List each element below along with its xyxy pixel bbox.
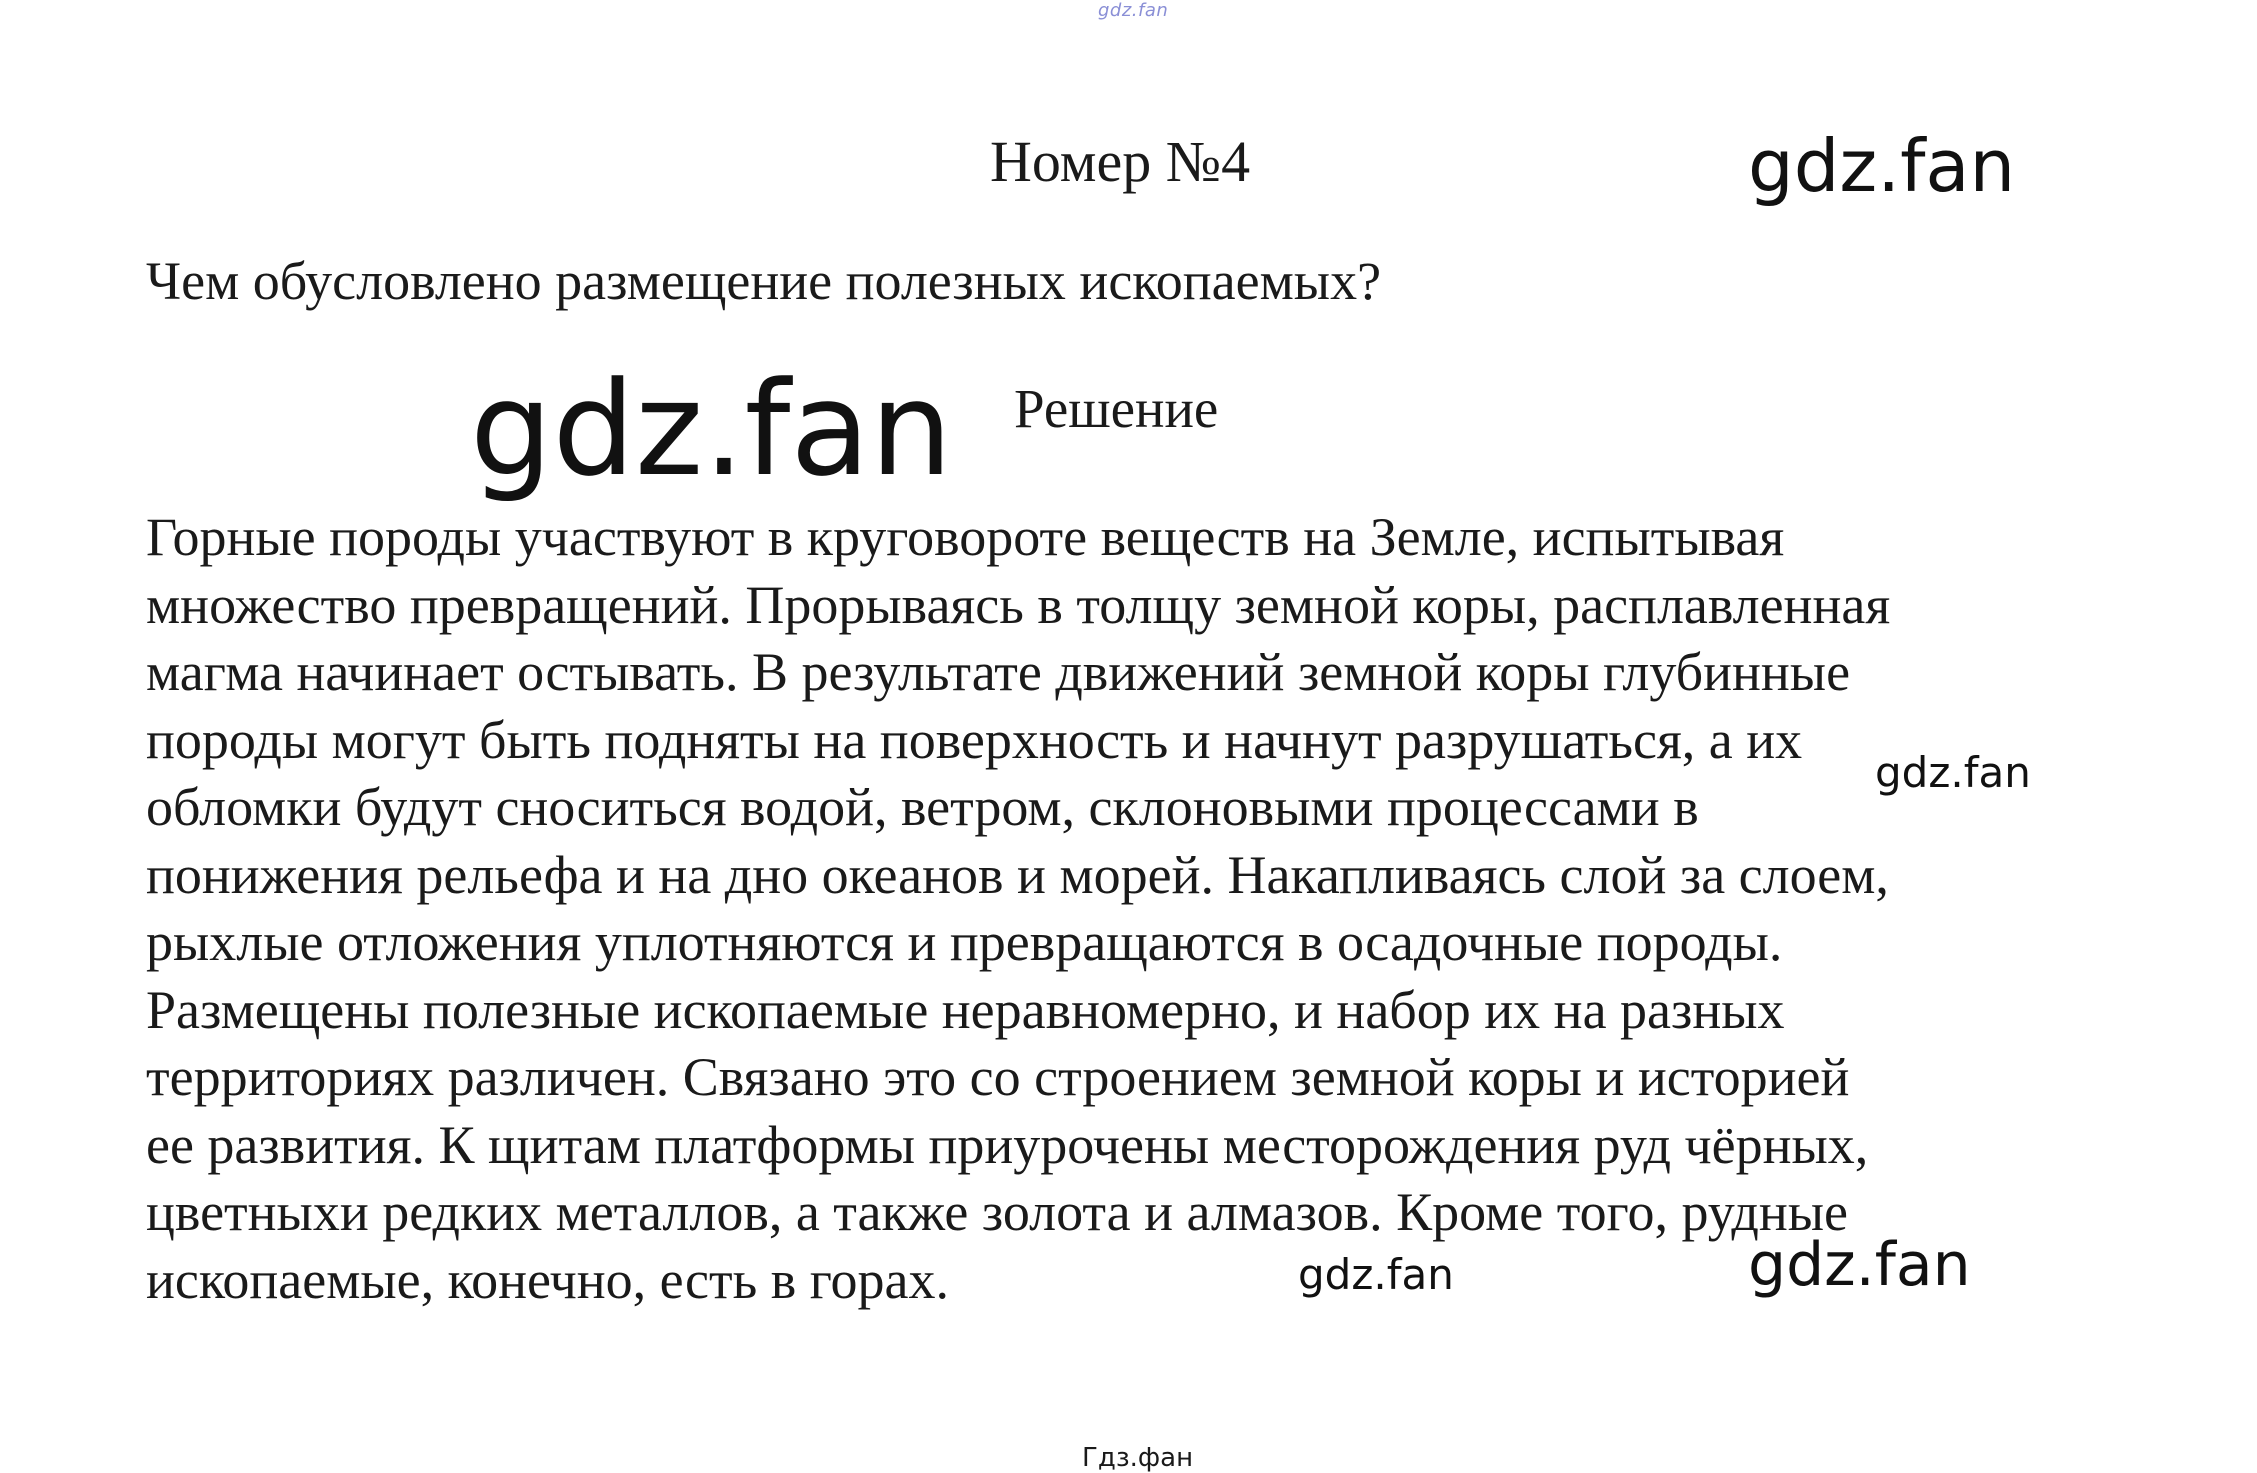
answer-text (146, 504, 1890, 1314)
watermark-bottom-mid: gdz.fan (1298, 1250, 1454, 1299)
watermark-big: gdz.fan (470, 353, 953, 505)
top-watermark: gdz.fan (1098, 0, 1169, 21)
watermark-bottom-right: gdz.fan (1748, 1230, 1971, 1300)
answer-line: Горные породы участвуют в круговороте веществ на Земле, испытывая (146, 507, 1785, 567)
question-text: Чем обусловлено размещение полезных ископаемых? (146, 251, 1382, 311)
footer-watermark: Гдз.фан (1082, 1443, 1194, 1473)
watermark-top-right: gdz.fan (1748, 124, 2016, 208)
answer-line: обломки будут сноситься водой, ветром, склоновыми процессами в (146, 777, 1699, 837)
answer-line: Размещены полезные ископаемые неравномерно, и набор их на разных (146, 979, 1785, 1040)
page-title: Номер №4 (990, 129, 1251, 194)
answer-line: породы могут быть подняты на поверхность и начнут разрушаться, а их (146, 709, 1803, 770)
answer-line: ее развития. К щитам платформы приурочены месторождения руд чёрных, (146, 1114, 1869, 1175)
solution-heading: Решение (1014, 378, 1219, 439)
answer-line: понижения рельефа и на дно океанов и морей. Накапливаясь слой за слоем, (146, 844, 1889, 905)
answer-line: территориях различен. Связано это со строением земной коры и историей (146, 1047, 1850, 1107)
answer-line: рыхлые отложения уплотняются и превращаются в осадочные породы. (146, 912, 1783, 972)
answer-line: ископаемые, конечно, есть в горах. (146, 1249, 949, 1310)
answer-line: множество превращений. Прорываясь в толщу земной коры, расплавленная (146, 574, 1891, 635)
answer-line: магма начинает остывать. В результате движений земной коры глубинные (146, 642, 1851, 702)
answer-line: цветныхи редких металлов, а также золота и алмазов. Кроме того, рудные (146, 1182, 1848, 1242)
watermark-mid-right: gdz.fan (1875, 748, 2031, 797)
